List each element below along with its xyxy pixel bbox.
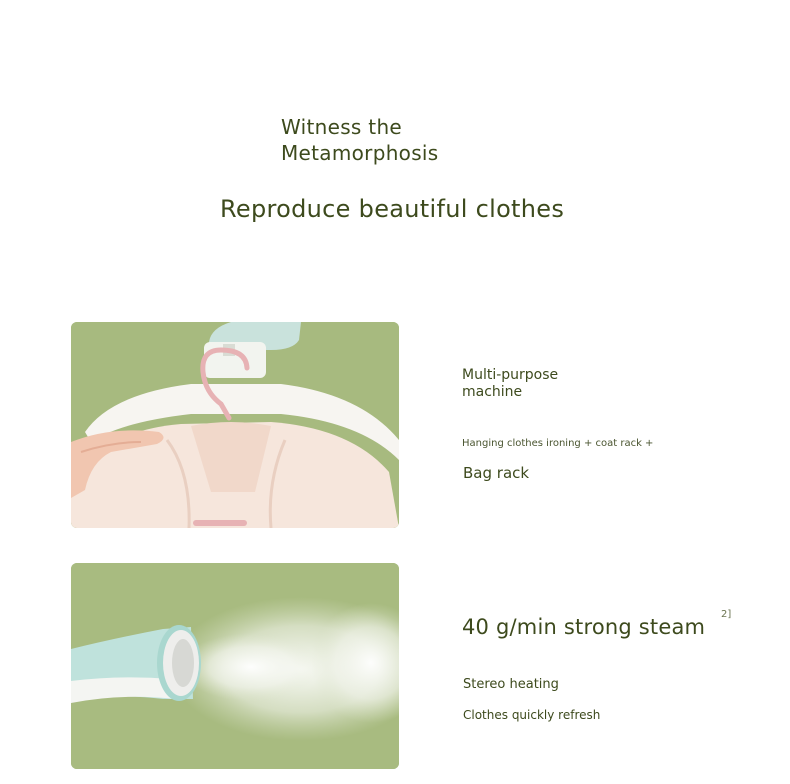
feature-1-title-line-2: machine [462, 384, 523, 400]
hanger-with-blouse-image [71, 322, 399, 528]
feature-2-line-1: Stereo heating [463, 677, 559, 692]
feature-1-title-line-1: Multi-purpose [462, 367, 559, 383]
feature-2-line-2: Clothes quickly refresh [463, 708, 601, 722]
feature-1-description: Hanging clothes ironing + coat rack + [462, 438, 654, 449]
hero-heading [281, 114, 439, 166]
feature-1-subtitle: Bag rack [463, 464, 530, 482]
feature-1-title [462, 367, 558, 401]
hero-line-1: Witness the [281, 115, 403, 139]
hero-tagline: Reproduce beautiful clothes [220, 195, 565, 223]
feature-2-title: 40 g/min strong steam [462, 615, 706, 639]
feature-2-note: 2] [721, 609, 732, 620]
steamer-nozzle-image [71, 563, 399, 769]
hero-line-2: Metamorphosis [281, 141, 439, 165]
